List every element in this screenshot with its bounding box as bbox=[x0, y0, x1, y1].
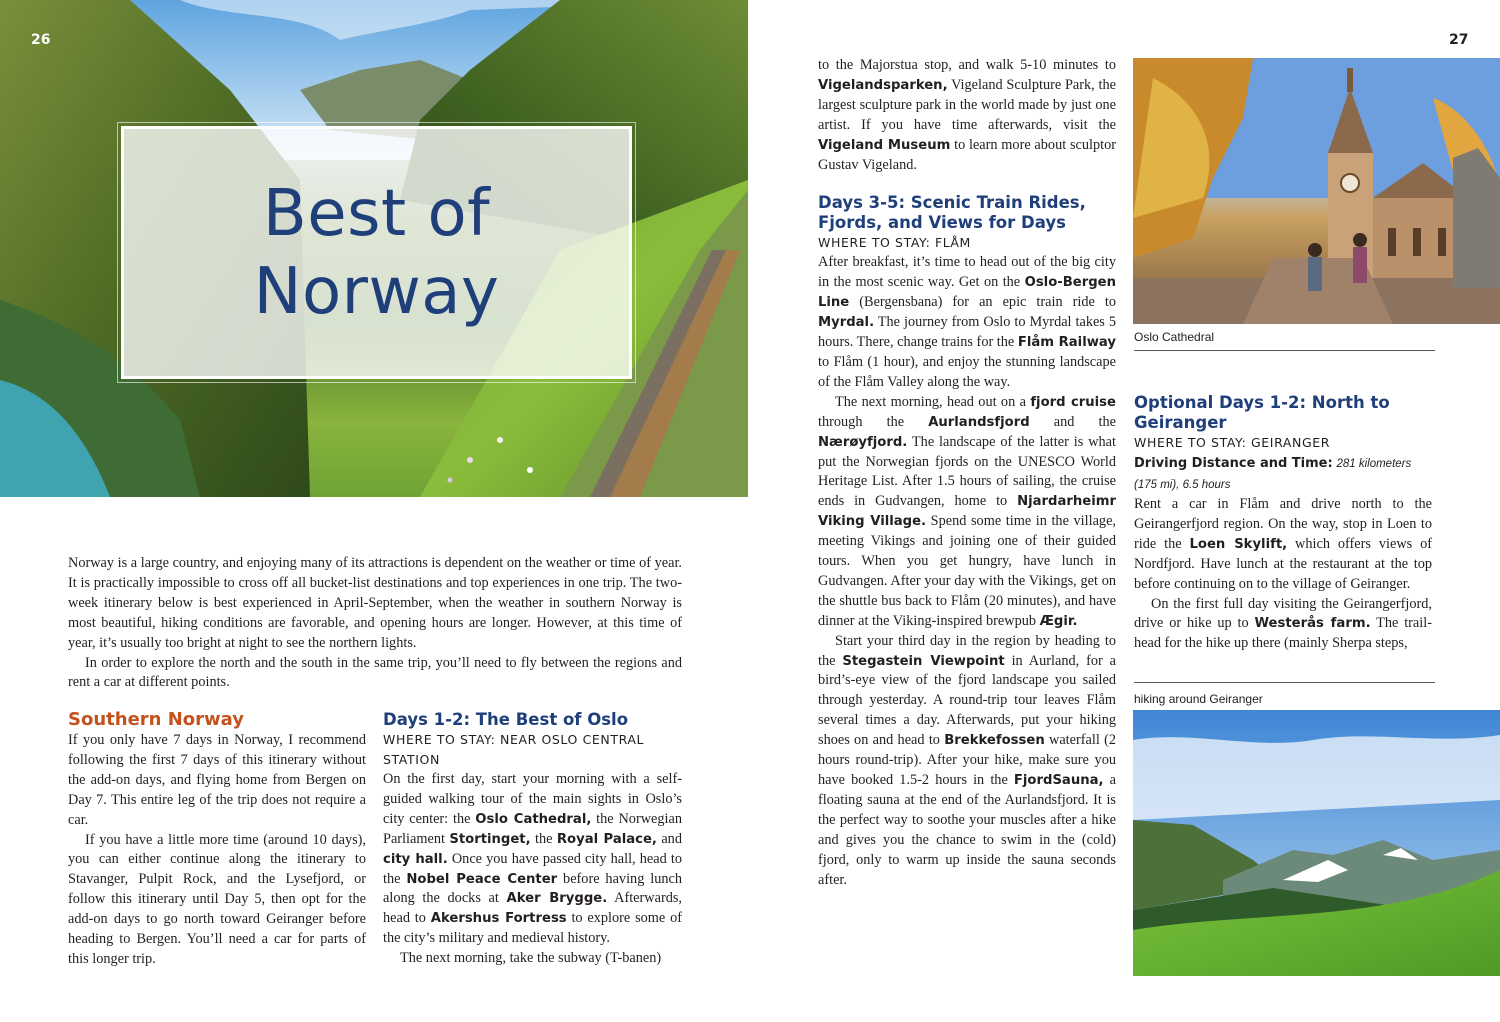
cathedral-caption: Oslo Cathedral bbox=[1134, 330, 1215, 344]
days-3-5-stay: WHERE TO STAY: FLÅM bbox=[818, 235, 971, 251]
page-title bbox=[124, 175, 629, 331]
page-number-right: 27 bbox=[1449, 32, 1469, 48]
optional-days-heading: Optional Days 1-2: North to Geiranger bbox=[1134, 393, 1390, 432]
driving-distance-label: Driving Distance and Time: bbox=[1134, 456, 1333, 471]
place-brekkefossen: Brekkefossen bbox=[944, 733, 1045, 749]
geiranger-illustration bbox=[1133, 710, 1500, 976]
days-3-5-paragraph-3: Start your third day in the region by heading to the Stegastein Viewpoint in Aurland, for a bird’s-eye view of the fjord landscape you sailed through yesterday. A round-trip tour leaves Flåm several times a day. Afterwards, put your hiking shoes on and head to Brekkefossen waterfall (2 hours round-trip). After your hike, make sure you have booked 1.5-2 hours in the FjordSauna, a floating sauna at the end of the Aurlandsfjord. It is the perfect way to soothe your muscles after a hike and gives you the chance to swim in the (cold) fjord, only to warm up inside the sauna seconds after. bbox=[818, 632, 1116, 888]
place-royal-palace: Royal Palace, bbox=[556, 831, 657, 847]
place-nobel-peace-center: Nobel Peace Center bbox=[406, 871, 558, 887]
activity-fjord-cruise: fjord cruise bbox=[1030, 394, 1116, 410]
days-1-2-column bbox=[383, 710, 682, 969]
place-westeras-farm: Westerås farm. bbox=[1254, 616, 1371, 632]
optional-days-paragraph-1: Rent a car in Flåm and drive north to the Geirangerfjord region. On the way, stop in Loen to ride the Loen Skylift, which offers views of Nordfjord. Have lunch at the restaurant at the top before continuing on to the village of Geiranger. bbox=[1134, 496, 1433, 592]
place-city-hall: city hall. bbox=[383, 851, 448, 867]
days-3-5-heading: Days 3-5: Scenic Train Rides, Fjords, and Views for Days bbox=[818, 193, 1086, 233]
cathedral-illustration bbox=[1133, 58, 1500, 324]
days-3-5-paragraph-1: After breakfast, it’s time to head out of the big city in the most scenic way. Get on the Oslo-Bergen Line (Bergensbana) for an epic train ride to Myrdal. The journey from Oslo to Myrdal takes 5 hours. There, change trains for the Flåm Railway to Flåm (1 hour), and enjoy the stunning landscape of the Flåm Valley along the way. bbox=[818, 254, 1116, 390]
days-1-2-paragraph-1: On the first day, start your morning with a self-guided walking tour of the main sights in Oslo’s city center: the Oslo Cathedral, the Norwegian Parliament Stortinget, the Royal Palace, and city hall. Once you have passed city hall, head to the Nobel Peace Center before having lunch along the docks at Aker Brygge. Afterwards, head to Akershus Fortress to explore some of the city’s military and medieval history. bbox=[383, 771, 683, 947]
days-1-2-continued: to the Majorstua stop, and walk 5-10 minutes to Vigelandsparken, Vigeland Sculpture Park, the largest sculpture park in the world made by just one artist. If you have time afterwards, visit the Vigeland Museum to learn more about sculptor Gustav Vigeland. bbox=[818, 57, 1117, 173]
intro-text bbox=[68, 554, 682, 693]
intro-paragraph-1: Norway is a large country, and enjoying many of its attractions is dependent on the weather or time of year. It is practically impossible to cross off all bucket-list destinations and top experiences in one trip. The two-week itinerary below is best experienced in April-September, when the weather in southern Norway is most beautiful, hiking conditions are favorable, and opening hours are longer. However, at this time of year, it’s usually too bright at night to see the northern lights. bbox=[68, 555, 682, 651]
driving-distance-value: 281 kilometers (175 mi), 6.5 hours bbox=[1134, 458, 1412, 491]
southern-norway-heading: Southern Norway bbox=[68, 709, 244, 730]
optional-days-column bbox=[1134, 393, 1432, 654]
page-number-left: 26 bbox=[31, 32, 51, 48]
place-myrdal: Myrdal. bbox=[818, 315, 875, 331]
optional-days-stay: WHERE TO STAY: GEIRANGER bbox=[1134, 435, 1331, 450]
place-vigelandsparken: Vigelandsparken, bbox=[818, 77, 948, 93]
place-oslo-bergen-line: Oslo-Bergen Line bbox=[818, 275, 1116, 311]
days-3-5-paragraph-2: The next morning, head out on a fjord cruise through the Aurlandsfjord and the Nærøyfjord. The landscape of the latter is what put the Norwegian fjords on the UNESCO World Heritage List. After 1.5 hours of sailing, the cruise ends in Gudvangen, home to Njardarheimr Viking Village. Spend some time in the village, meeting Vikings and joining one of their guided tours. When you get hungry, have lunch in Gudvangen. After your day with the Vikings, get on the shuttle bus back to Flåm (20 minutes), and have dinner at the Viking-inspired brewpub Ægir. bbox=[818, 393, 1116, 629]
place-akershus-fortress: Akershus Fortress bbox=[430, 911, 567, 927]
hero-photo bbox=[0, 0, 748, 497]
oslo-cathedral-photo bbox=[1133, 58, 1500, 324]
title-line-2: Norway bbox=[253, 255, 500, 329]
place-flam-railway: Flåm Railway bbox=[1017, 335, 1116, 351]
days-1-2-paragraph-2: The next morning, take the subway (T-banen) bbox=[400, 950, 662, 967]
geiranger-photo bbox=[1133, 710, 1500, 976]
caption-rule-2 bbox=[1134, 682, 1435, 683]
place-aegir: Ægir. bbox=[1039, 613, 1078, 629]
place-fjordsauna: FjordSauna, bbox=[1013, 773, 1104, 788]
place-loen-skylift: Loen Skylift, bbox=[1189, 536, 1288, 552]
southern-paragraph-1: If you only have 7 days in Norway, I recommend following the first 7 days of this itinerary without the add-on days, and flying home from Bergen on Day 7. This entire leg of the trip does not require a car. bbox=[68, 732, 366, 828]
place-njardarheimr: Njardarheimr Viking Village. bbox=[818, 494, 1116, 530]
place-aker-brygge: Aker Brygge. bbox=[506, 891, 608, 907]
southern-norway-column bbox=[68, 709, 366, 970]
place-aurlandsfjord: Aurlandsfjord bbox=[928, 414, 1030, 430]
place-naeroyfjord: Nærøyfjord. bbox=[818, 434, 908, 450]
geiranger-caption: hiking around Geiranger bbox=[1134, 692, 1263, 706]
days-1-2-heading: Days 1-2: The Best of Oslo bbox=[383, 710, 629, 729]
southern-paragraph-2: If you have a little more time (around 10 days), you can either continue along the itinerary to Stavanger, Pulpit Rock, and the Lysefjord, or follow this itinerary until Day 5, then opt for the add-on days to go north toward Geiranger before heading to Bergen. You’ll need a car for parts of this longer trip. bbox=[68, 831, 366, 967]
place-stegastein: Stegastein Viewpoint bbox=[842, 653, 1005, 669]
place-vigeland-museum: Vigeland Museum bbox=[818, 137, 951, 153]
driving-distance bbox=[1134, 453, 1432, 495]
place-stortinget: Stortinget, bbox=[449, 831, 531, 847]
caption-rule-1 bbox=[1134, 350, 1435, 351]
place-oslo-cathedral: Oslo Cathedral, bbox=[475, 811, 592, 827]
intro-paragraph-2: In order to explore the north and the south in the same trip, you’ll need to fly between the regions and rent a car at different points. bbox=[68, 654, 682, 691]
title-box bbox=[121, 126, 632, 379]
title-line-1: Best of bbox=[262, 177, 491, 251]
days-1-2-stay: WHERE TO STAY: NEAR OSLO CENTRAL STATION bbox=[383, 732, 645, 767]
optional-days-paragraph-2: On the first full day visiting the Geirangerfjord, drive or hike up to Westerås farm. The trail-head for the hike up there (mainly Sherpa steps, bbox=[1134, 595, 1432, 652]
middle-column bbox=[818, 56, 1116, 890]
